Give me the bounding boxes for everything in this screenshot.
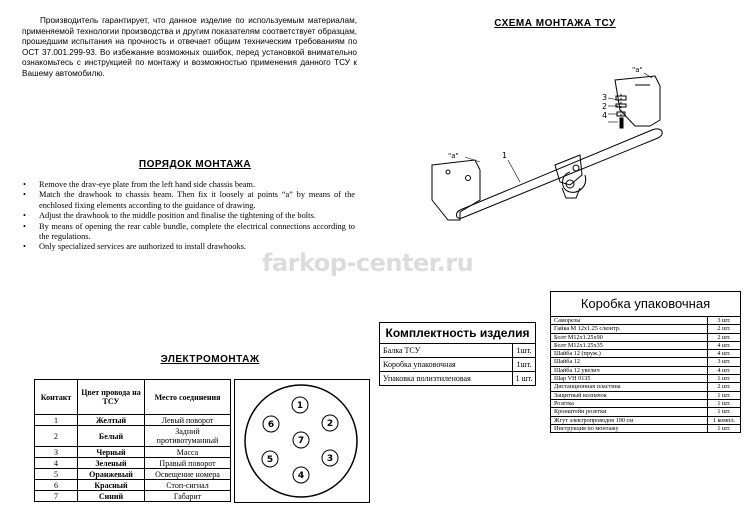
wiring-place: Задний противотуманный (145, 426, 231, 447)
box-item-qty: 1 шт. (708, 399, 741, 407)
kit-item-qty: 1шт. (513, 344, 536, 358)
socket-pin-label: 6 (267, 420, 275, 430)
box-row (551, 341, 740, 349)
box-title: Коробка упаковочная (551, 292, 740, 317)
box-row (551, 333, 740, 341)
wiring-row (35, 480, 231, 491)
wiring-header: Цвет провода на ТСУ (78, 380, 145, 415)
scheme-title: СХЕМА МОНТАЖА ТСУ (494, 18, 616, 29)
drawing-label-2: 2 (602, 102, 608, 111)
box-item-name: Шайба 12 (пруж.) (551, 350, 708, 358)
wiring-row (35, 491, 231, 502)
box-item-name: Болт М12х1.25х90 (551, 333, 708, 341)
drawing-label-a-left: "a" (448, 152, 459, 160)
wiring-contact: 4 (35, 458, 78, 469)
wiring-row (35, 447, 231, 458)
kit-item-name: Упаковка полиэтиленовая (380, 372, 513, 386)
kit-table (380, 344, 535, 385)
socket-pin-label: 4 (297, 471, 305, 481)
wiring-color: Белый (78, 426, 145, 447)
kit-title: Комплектность изделия (380, 323, 535, 344)
box-row (551, 399, 740, 407)
box-contents (550, 291, 741, 433)
mount-step: • Match the drawhook to chassis beam. Then fix it loosely at points “a” by means of the enchlosed fixing elements according to the guidance of drawing. (20, 190, 355, 211)
mount-steps (20, 180, 355, 253)
elec-title: ЭЛЕКТРОМОНТАЖ (160, 354, 260, 365)
box-item-name: Шайба 12 (551, 358, 708, 366)
wiring-color: Синий (78, 491, 145, 502)
kit-row (380, 344, 535, 358)
box-item-qty: 4 шт. (708, 350, 741, 358)
towbar-drawing (420, 60, 680, 235)
box-row (551, 391, 740, 399)
box-item-name: Розетка (551, 399, 708, 407)
wiring-place: Масса (145, 447, 231, 458)
box-row (551, 366, 740, 374)
wiring-place: Габарит (145, 491, 231, 502)
wiring-contact: 3 (35, 447, 78, 458)
box-row (551, 325, 740, 333)
wiring-contact: 1 (35, 415, 78, 426)
box-item-qty: 1 шт. (708, 424, 741, 432)
wiring-color: Оранжевый (78, 469, 145, 480)
box-item-qty: 2 шт. (708, 383, 741, 391)
mount-step: • Remove the drav-eye plate from the left hand side chassis beam. (20, 180, 355, 190)
box-table (551, 317, 740, 432)
wiring-place: Освещение номера (145, 469, 231, 480)
wiring-header: Место соединения (145, 380, 231, 415)
box-row (551, 424, 740, 432)
box-item-qty: 1 шт. (708, 391, 741, 399)
wiring-contact: 2 (35, 426, 78, 447)
wiring-place: Стоп-сигнал (145, 480, 231, 491)
wiring-color: Красный (78, 480, 145, 491)
box-item-qty: 3 шт. (708, 317, 741, 325)
wiring-color: Желтый (78, 415, 145, 426)
box-item-name: Болт М12х1.25х35 (551, 341, 708, 349)
intro-paragraph: Производитель гарантирует, что данное изделие по используемым материалам, применяемой технологии производства и другим показателям соответствует образцам, прошедшим испытания на прочность и отвечает общим техническим требованиям по ОСТ 37.001.299-93. Во избежание возможных ошибок, перед установкой внимательно ознакомьтесь с инструкцией по монтажу и возможностью применения данного ТСУ к Вашему автомобилю. (22, 16, 357, 78)
box-row (551, 383, 740, 391)
kit-item-name: Коробка упаковочная (380, 358, 513, 372)
box-item-name: Саморезы (554, 317, 581, 324)
drawing-label-3: 3 (602, 93, 608, 102)
box-item-qty: 3 шт. (708, 358, 741, 366)
wiring-contact: 5 (35, 469, 78, 480)
box-row (551, 375, 740, 383)
left-bracket (432, 160, 480, 220)
box-row (551, 416, 740, 424)
kit-item-qty: 1шт. (513, 358, 536, 372)
wiring-row (35, 415, 231, 426)
box-item-qty: 2 шт. (708, 325, 741, 333)
box-item-qty: 1 шт. (708, 408, 741, 416)
box-item-name: Шар VH 0135 (551, 375, 708, 383)
box-item-qty: 4 шт. (708, 341, 741, 349)
mount-step: • Only specialized services are authorized to install drawhooks. (20, 242, 355, 252)
socket-pin-label: 5 (266, 455, 274, 465)
wiring-header: Контакт (35, 380, 78, 415)
drawing-label-1: 1 (502, 151, 508, 160)
wiring-contact: 6 (35, 480, 78, 491)
box-item-qty: 1 шт. (708, 375, 741, 383)
wiring-place: Правый поворот (145, 458, 231, 469)
box-row (551, 350, 740, 358)
socket-pin-label: 3 (326, 454, 334, 464)
socket-pin-label: 2 (326, 419, 334, 429)
watermark: farkop-center.ru (262, 249, 474, 277)
wiring-header-row (35, 380, 231, 415)
box-item-name: Кронштейн розетки (551, 408, 708, 416)
wiring-table (34, 379, 231, 502)
box-item-qty: 2 шт. (708, 333, 741, 341)
wiring-color: Зеленый (78, 458, 145, 469)
kit-item-name: Балка ТСУ (383, 346, 421, 355)
box-item-name: Жгут электропроводов 190 см (551, 416, 708, 424)
box-row (551, 317, 740, 325)
kit-row (380, 372, 535, 386)
wiring-row (35, 426, 231, 447)
kit-row (380, 358, 535, 372)
kit-box (379, 322, 536, 386)
wiring-contact: 7 (35, 491, 78, 502)
box-item-name: Гайка М 12х1.25 с/контр. (551, 325, 708, 333)
socket-pin-label: 1 (296, 401, 304, 411)
box-item-qty: 4 шт. (708, 366, 741, 374)
wiring-color: Черный (78, 447, 145, 458)
box-item-name: Защитный колпачок (551, 391, 708, 399)
mount-title: ПОРЯДОК МОНТАЖА (138, 159, 252, 170)
box-row (551, 408, 740, 416)
box-item-name: Шайба 12 увелич (551, 366, 708, 374)
box-row (551, 358, 740, 366)
wiring-place: Левый поворот (145, 415, 231, 426)
mount-step: • Adjust the drawhook to the middle position and finalise the tightening of the bolts. (20, 211, 355, 221)
drawing-label-4: 4 (602, 111, 608, 120)
box-item-name: Дистанционная пластина (551, 383, 708, 391)
box-item-qty: 1 компл. (708, 416, 741, 424)
wiring-row (35, 469, 231, 480)
socket-pin-label: 7 (297, 436, 305, 446)
box-item-name: Инструкция по монтажу (551, 424, 708, 432)
drawing-label-a-right: "a" (632, 66, 643, 74)
mount-step: • By means of opening the rear cable bundle, complete the electrical connections according to the regulations. (20, 222, 355, 243)
intro-text (22, 16, 357, 80)
socket-diagram (234, 379, 370, 503)
kit-item-qty: 1 шт. (513, 372, 536, 386)
wiring-row (35, 458, 231, 469)
